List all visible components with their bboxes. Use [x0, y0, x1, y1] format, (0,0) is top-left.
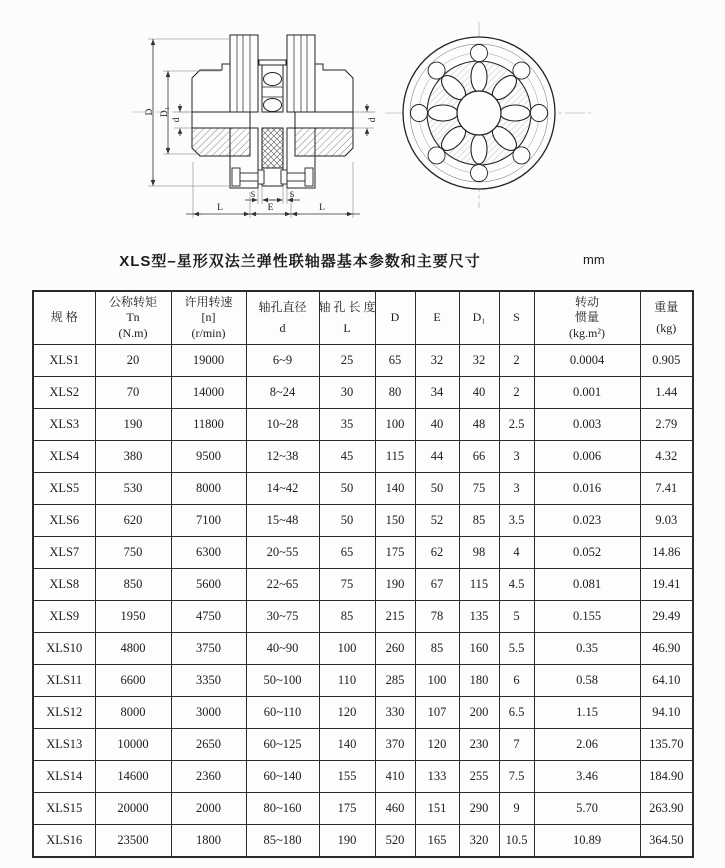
spec-cell: 50~100: [246, 665, 319, 697]
spec-cell: 100: [375, 409, 415, 441]
dim-label-S-right: S: [289, 189, 295, 199]
spec-cell: 6: [499, 665, 534, 697]
spec-cell: 7100: [171, 505, 246, 537]
spec-cell: 320: [459, 825, 499, 858]
spec-cell: 62: [415, 537, 459, 569]
model-cell: XLS5: [33, 473, 95, 505]
table-row: [33, 377, 693, 409]
spec-cell: 115: [459, 569, 499, 601]
column-header: 公称转矩 Tn (N.m): [95, 291, 171, 345]
model-cell: XLS10: [33, 633, 95, 665]
table-row: [33, 537, 693, 569]
spec-cell: 98: [459, 537, 499, 569]
spec-cell: 40~90: [246, 633, 319, 665]
spec-cell: 370: [375, 729, 415, 761]
spec-cell: 8~24: [246, 377, 319, 409]
dim-label-S-left: S: [250, 189, 256, 199]
spec-cell: 40: [459, 377, 499, 409]
spec-cell: 85: [415, 633, 459, 665]
spec-cell: 151: [415, 793, 459, 825]
table-row: [33, 633, 693, 665]
table-row: [33, 761, 693, 793]
title-row: [0, 250, 725, 274]
spec-cell: 2650: [171, 729, 246, 761]
spec-cell: 9: [499, 793, 534, 825]
spec-cell: 60~110: [246, 697, 319, 729]
spec-cell: 7: [499, 729, 534, 761]
spec-cell: 750: [95, 537, 171, 569]
spec-cell: 80: [375, 377, 415, 409]
spec-cell: 190: [319, 825, 375, 858]
spec-cell: 2: [499, 345, 534, 377]
spec-cell: 30: [319, 377, 375, 409]
spec-cell: 140: [375, 473, 415, 505]
table-row: [33, 569, 693, 601]
spec-cell: 75: [319, 569, 375, 601]
spec-cell: 2000: [171, 793, 246, 825]
table-row: [33, 665, 693, 697]
spec-cell: 3750: [171, 633, 246, 665]
star-element-upper: [264, 73, 282, 86]
table-row: [33, 473, 693, 505]
spec-cell: 94.10: [640, 697, 693, 729]
spec-cell: 8000: [95, 697, 171, 729]
coupling-cross-section-drawing: [118, 16, 388, 231]
table-row: [33, 345, 693, 377]
column-header: 转动 惯量 (kg.m²): [534, 291, 640, 345]
left-bore-band: [192, 112, 250, 128]
table-row: [33, 729, 693, 761]
spec-cell: 115: [375, 441, 415, 473]
spec-cell: 0.023: [534, 505, 640, 537]
spec-cell: 135: [459, 601, 499, 633]
spec-cell: 140: [319, 729, 375, 761]
column-header: D: [375, 291, 415, 345]
spec-cell: 12~38: [246, 441, 319, 473]
spec-cell: 0.001: [534, 377, 640, 409]
spec-cell: 20000: [95, 793, 171, 825]
dim-label-L-right: L: [319, 203, 325, 213]
model-cell: XLS6: [33, 505, 95, 537]
spec-cell: 40: [415, 409, 459, 441]
unit-label: mm: [583, 252, 605, 267]
spec-cell: 120: [415, 729, 459, 761]
model-cell: XLS16: [33, 825, 95, 858]
dim-label-E: E: [267, 203, 274, 213]
page-title: XLS型–星形双法兰弹性联轴器基本参数和主要尺寸: [119, 253, 481, 270]
spec-cell: 107: [415, 697, 459, 729]
spec-cell: 200: [459, 697, 499, 729]
left-hub-section-hatch: [192, 128, 250, 156]
column-header: D₁: [459, 291, 499, 345]
star-element-lower: [264, 99, 282, 112]
spec-cell: 620: [95, 505, 171, 537]
spec-cell: 2360: [171, 761, 246, 793]
spec-cell: 14~42: [246, 473, 319, 505]
spec-cell: 285: [375, 665, 415, 697]
spec-cell: 1.15: [534, 697, 640, 729]
spec-cell: 10~28: [246, 409, 319, 441]
spec-cell: 14600: [95, 761, 171, 793]
spec-cell: 7.41: [640, 473, 693, 505]
spec-cell: 22~65: [246, 569, 319, 601]
spec-cell: 25: [319, 345, 375, 377]
spec-cell: 48: [459, 409, 499, 441]
table-row: [33, 825, 693, 858]
spec-cell: 4: [499, 537, 534, 569]
model-cell: XLS4: [33, 441, 95, 473]
spec-cell: 520: [375, 825, 415, 858]
dim-label-D1: D₁: [160, 106, 170, 118]
spec-cell: 4.5: [499, 569, 534, 601]
spec-cell: 0.003: [534, 409, 640, 441]
table-row: [33, 441, 693, 473]
spec-cell: 6600: [95, 665, 171, 697]
spec-cell: 3.5: [499, 505, 534, 537]
spec-cell: 32: [459, 345, 499, 377]
spec-cell: 65: [319, 537, 375, 569]
table-row: [33, 505, 693, 537]
column-header: 规 格: [33, 291, 95, 345]
model-cell: XLS13: [33, 729, 95, 761]
spec-cell: 29.49: [640, 601, 693, 633]
spec-cell: 34: [415, 377, 459, 409]
right-hub-section-hatch: [295, 128, 353, 156]
spec-cell: 85: [459, 505, 499, 537]
spacer-section-crosshatch: [262, 128, 283, 168]
spec-cell: 290: [459, 793, 499, 825]
spec-cell: 0.0004: [534, 345, 640, 377]
spec-cell: 44: [415, 441, 459, 473]
spec-cell: 70: [95, 377, 171, 409]
spec-cell: 3: [499, 473, 534, 505]
dim-label-d-right: d: [368, 117, 378, 123]
spacer-lower-column: [262, 168, 283, 186]
spec-cell: 410: [375, 761, 415, 793]
spec-cell: 2.06: [534, 729, 640, 761]
spec-cell: 0.155: [534, 601, 640, 633]
spec-cell: 3350: [171, 665, 246, 697]
spec-cell: 50: [319, 473, 375, 505]
spec-cell: 4750: [171, 601, 246, 633]
spec-cell: 0.081: [534, 569, 640, 601]
spec-cell: 10000: [95, 729, 171, 761]
spec-cell: 0.905: [640, 345, 693, 377]
spec-cell: 255: [459, 761, 499, 793]
spec-cell: 2.79: [640, 409, 693, 441]
spec-cell: 190: [95, 409, 171, 441]
model-cell: XLS2: [33, 377, 95, 409]
spec-cell: 230: [459, 729, 499, 761]
right-bore-band: [295, 112, 353, 128]
spec-cell: 260: [375, 633, 415, 665]
column-header: 轴 孔 长 度 L: [319, 291, 375, 345]
spec-cell: 5.70: [534, 793, 640, 825]
spec-cell: 10.89: [534, 825, 640, 858]
spec-cell: 60~125: [246, 729, 319, 761]
coupling-spec-table: [32, 290, 694, 858]
spec-cell: 133: [415, 761, 459, 793]
spec-cell: 14.86: [640, 537, 693, 569]
spec-cell: 850: [95, 569, 171, 601]
spec-cell: 0.58: [534, 665, 640, 697]
spec-cell: 160: [459, 633, 499, 665]
spec-cell: 2: [499, 377, 534, 409]
spec-cell: 155: [319, 761, 375, 793]
model-cell: XLS1: [33, 345, 95, 377]
model-cell: XLS9: [33, 601, 95, 633]
spec-cell: 135.70: [640, 729, 693, 761]
spec-cell: 85: [319, 601, 375, 633]
column-header: 轴孔直径 d: [246, 291, 319, 345]
spec-cell: 4.32: [640, 441, 693, 473]
spec-cell: 64.10: [640, 665, 693, 697]
spec-cell: 530: [95, 473, 171, 505]
model-cell: XLS11: [33, 665, 95, 697]
spec-cell: 32: [415, 345, 459, 377]
spec-cell: 14000: [171, 377, 246, 409]
spec-cell: 0.052: [534, 537, 640, 569]
spec-cell: 165: [415, 825, 459, 858]
spec-cell: 10.5: [499, 825, 534, 858]
spec-cell: 6~9: [246, 345, 319, 377]
spec-cell: 5: [499, 601, 534, 633]
center-bore-circle: [457, 91, 501, 135]
spec-cell: 11800: [171, 409, 246, 441]
spec-cell: 46.90: [640, 633, 693, 665]
spec-cell: 4800: [95, 633, 171, 665]
spec-cell: 9.03: [640, 505, 693, 537]
spec-cell: 3.46: [534, 761, 640, 793]
spec-cell: 20: [95, 345, 171, 377]
column-header: S: [499, 291, 534, 345]
spec-cell: 45: [319, 441, 375, 473]
spec-cell: 23500: [95, 825, 171, 858]
spec-cell: 0.35: [534, 633, 640, 665]
model-cell: XLS7: [33, 537, 95, 569]
dim-label-L-left: L: [217, 203, 223, 213]
spec-cell: 65: [375, 345, 415, 377]
dim-label-D: D: [145, 108, 155, 116]
spec-cell: 5600: [171, 569, 246, 601]
column-header: 许用转速 [n] (r/min): [171, 291, 246, 345]
spec-cell: 78: [415, 601, 459, 633]
spec-cell: 180: [459, 665, 499, 697]
spec-cell: 6300: [171, 537, 246, 569]
spec-cell: 150: [375, 505, 415, 537]
spec-cell: 263.90: [640, 793, 693, 825]
dim-label-d-left: d: [172, 117, 182, 123]
spec-cell: 67: [415, 569, 459, 601]
spec-cell: 50: [319, 505, 375, 537]
spec-cell: 60~140: [246, 761, 319, 793]
model-cell: XLS3: [33, 409, 95, 441]
spec-cell: 19.41: [640, 569, 693, 601]
spec-cell: 3: [499, 441, 534, 473]
model-cell: XLS14: [33, 761, 95, 793]
table-header-row: [33, 291, 693, 345]
spec-cell: 19000: [171, 345, 246, 377]
spec-cell: 330: [375, 697, 415, 729]
spec-cell: 184.90: [640, 761, 693, 793]
coupling-front-view-drawing: [383, 16, 603, 214]
spec-cell: 364.50: [640, 825, 693, 858]
spec-cell: 190: [375, 569, 415, 601]
spec-cell: 1950: [95, 601, 171, 633]
spec-cell: 75: [459, 473, 499, 505]
spec-cell: 2.5: [499, 409, 534, 441]
spec-cell: 0.006: [534, 441, 640, 473]
column-header: E: [415, 291, 459, 345]
spec-cell: 460: [375, 793, 415, 825]
spec-cell: 380: [95, 441, 171, 473]
table-row: [33, 697, 693, 729]
left-flange-outline: [230, 35, 258, 112]
model-cell: XLS15: [33, 793, 95, 825]
spec-cell: 0.016: [534, 473, 640, 505]
spec-cell: 100: [415, 665, 459, 697]
spacer-cap: [259, 60, 286, 65]
spec-cell: 30~75: [246, 601, 319, 633]
table-row: [33, 409, 693, 441]
spec-cell: 80~160: [246, 793, 319, 825]
spec-cell: 52: [415, 505, 459, 537]
model-cell: XLS12: [33, 697, 95, 729]
spec-cell: 8000: [171, 473, 246, 505]
spec-cell: 3000: [171, 697, 246, 729]
spec-cell: 7.5: [499, 761, 534, 793]
spec-cell: 175: [319, 793, 375, 825]
spec-cell: 175: [375, 537, 415, 569]
spec-cell: 100: [319, 633, 375, 665]
spec-cell: 5.5: [499, 633, 534, 665]
column-header: 重量 (kg): [640, 291, 693, 345]
spec-cell: 6.5: [499, 697, 534, 729]
spec-cell: 110: [319, 665, 375, 697]
spec-cell: 66: [459, 441, 499, 473]
spec-cell: 85~180: [246, 825, 319, 858]
spec-cell: 35: [319, 409, 375, 441]
spec-cell: 20~55: [246, 537, 319, 569]
spec-cell: 15~48: [246, 505, 319, 537]
model-cell: XLS8: [33, 569, 95, 601]
spec-cell: 120: [319, 697, 375, 729]
spec-cell: 1800: [171, 825, 246, 858]
table-row: [33, 601, 693, 633]
table-row: [33, 793, 693, 825]
spec-cell: 215: [375, 601, 415, 633]
spec-cell: 9500: [171, 441, 246, 473]
right-hub-outline: [315, 64, 353, 112]
spec-cell: 1.44: [640, 377, 693, 409]
spec-cell: 50: [415, 473, 459, 505]
